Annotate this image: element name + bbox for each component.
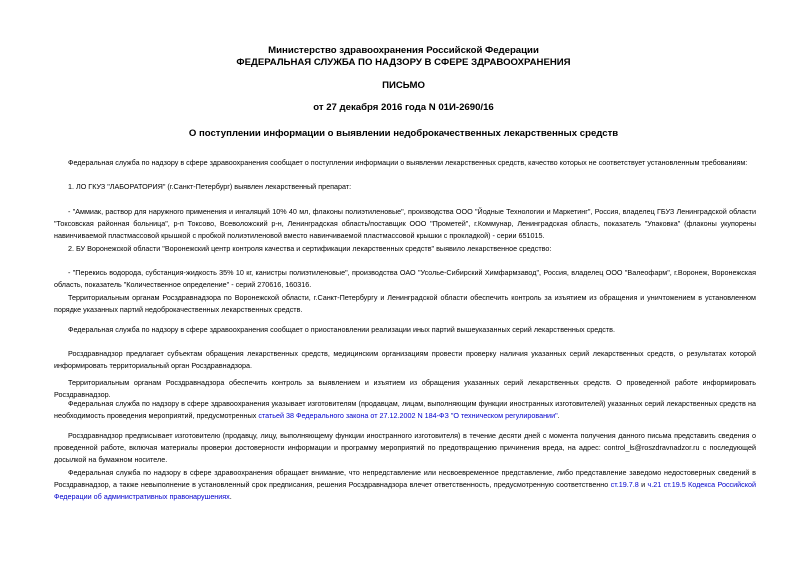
paragraph-text: Федеральная служба по надзору в сфере здравоохранения указывает изготовителям (продавцам, лицам, выполняющим функции иностранных изготовителей) указанных серий лекарственных средств на необходимость проведения мероприятий, предусмотренных (54, 399, 756, 421)
paragraph-territorial-control: Территориальным органам Росздравнадзора по Воронежской области, г.Санкт-Петербургу и Ленинградской области обеспечить контроль за изъятием из обращения и уничтожением в установленном порядке указанных партий недоброкачественных лекарственных средств. (54, 293, 756, 315)
document-subject: О поступлении информации о выявлении недоброкачественных лекарственных средств (188, 128, 619, 139)
paragraph-text: Федеральная служба по надзору в сфере здравоохранения обращает внимание, что непредставление или несвоевременное представление, либо представление заведомо недостоверных сведений в Росздравнадзор, а также невыполнение в установленный срок предписания, решения Росздравнадзора влечет ответственность, предусмотренную соответственно (54, 468, 756, 490)
paragraph-withdrawal-control: Территориальным органам Росздравнадзора обеспечить контроль за выявлением и изъятием из обращения указанных серий лекарственных средств. О проведенной работе информировать Росздравнадзор. (54, 378, 756, 400)
paragraph-check-proposal: Росздравнадзор предлагает субъектам обращения лекарственных средств, медицинским организациям провести проверку наличия указанных серий лекарственных средств, о результатах которой информировать территориальный орган Росздравнадзора. (54, 349, 756, 371)
paragraph-liability (54, 467, 756, 504)
paragraph-item-1-detail: - "Аммиак, раствор для наружного применения и ингаляций 10% 40 мл, флаконы полиэтиленовые", производства ООО "Йодные Технологии и Маркетинг", Россия, владелец ГБУЗ Ленинградской области "Токсовская районная больница", р-п Токсово, Всеволожский р-н, Ленинградская область/поставщик ООО "Прометей", г.Коммунар, Ленинградская область, показатель "Упаковка" (флаконы укупорены навинчиваемой пластмассовой крышкой с пробкой полиэтиленовой вместо навинчиваемой пластмассовой крышки с прокладкой) - серии 651015. (54, 207, 756, 241)
code-article-19-7-8-link[interactable]: ст.19.7.8 (610, 480, 639, 490)
paragraph-suspension: Федеральная служба по надзору в сфере здравоохранения сообщает о приостановлении реализации иных партий вышеуказанных серий лекарственных средств. (68, 325, 615, 334)
paragraph-manufacturer-notice (54, 398, 756, 422)
paragraph-prescription: Росздравнадзор предписывает изготовителю (продавцу, лицу, выполняющему функции иностранного изготовителя) в течение десяти дней с момента получения данного письма представить сведения о проведенной работе, включая материалы проверки достоверности информации и программу мероприятий по предотвращению причинения вреда, на адрес: control_ls@roszdravnadzor.ru с последующей досылкой на бумажном носителе. (54, 431, 756, 465)
paragraph-text: и (638, 480, 648, 490)
paragraph-item-1-heading: 1. ЛО ГКУЗ "ЛАБОРАТОРИЯ" (г.Санкт-Петербург) выявлен лекарственный препарат: (68, 182, 352, 191)
document-date-number: от 27 декабря 2016 года N 01И-2690/16 (313, 102, 494, 113)
law-article-38-link[interactable]: статьей 38 Федерального закона от 27.12.2002 N 184-ФЗ "О техническом регулировании" (258, 411, 558, 421)
code-article-19-5-link[interactable]: ч.21 ст.19.5 Кодекса Российской Федерации об административных правонарушениях (54, 480, 756, 502)
paragraph-text: . (557, 411, 560, 421)
paragraph-item-2-heading: 2. БУ Воронежской области "Воронежский центр контроля качества и сертификации лекарственных средств" выявило лекарственное средство: (68, 244, 552, 253)
service-name: ФЕДЕРАЛЬНАЯ СЛУЖБА ПО НАДЗОРУ В СФЕРЕ ЗДРАВООХРАНЕНИЯ (236, 57, 571, 68)
paragraph-intro: Федеральная служба по надзору в сфере здравоохранения сообщает о поступлении информации о выявлении лекарственных средств, качество которых не соответствует установленным требованиям: (68, 158, 748, 167)
paragraph-text: . (229, 492, 232, 502)
document-type: ПИСЬМО (382, 80, 425, 91)
ministry-name: Министерство здравоохранения Российской Федерации (268, 45, 539, 56)
paragraph-item-2-detail: - "Перекись водорода, субстанция-жидкость 35% 10 кг, канистры полиэтиленовые", производства ОАО "Усолье-Сибирский Химфармзавод", Россия, владелец ООО "Валеофарм", г.Воронеж, Воронежская область, показатель "Количественное определение" - серий 270616, 160316. (54, 268, 756, 290)
